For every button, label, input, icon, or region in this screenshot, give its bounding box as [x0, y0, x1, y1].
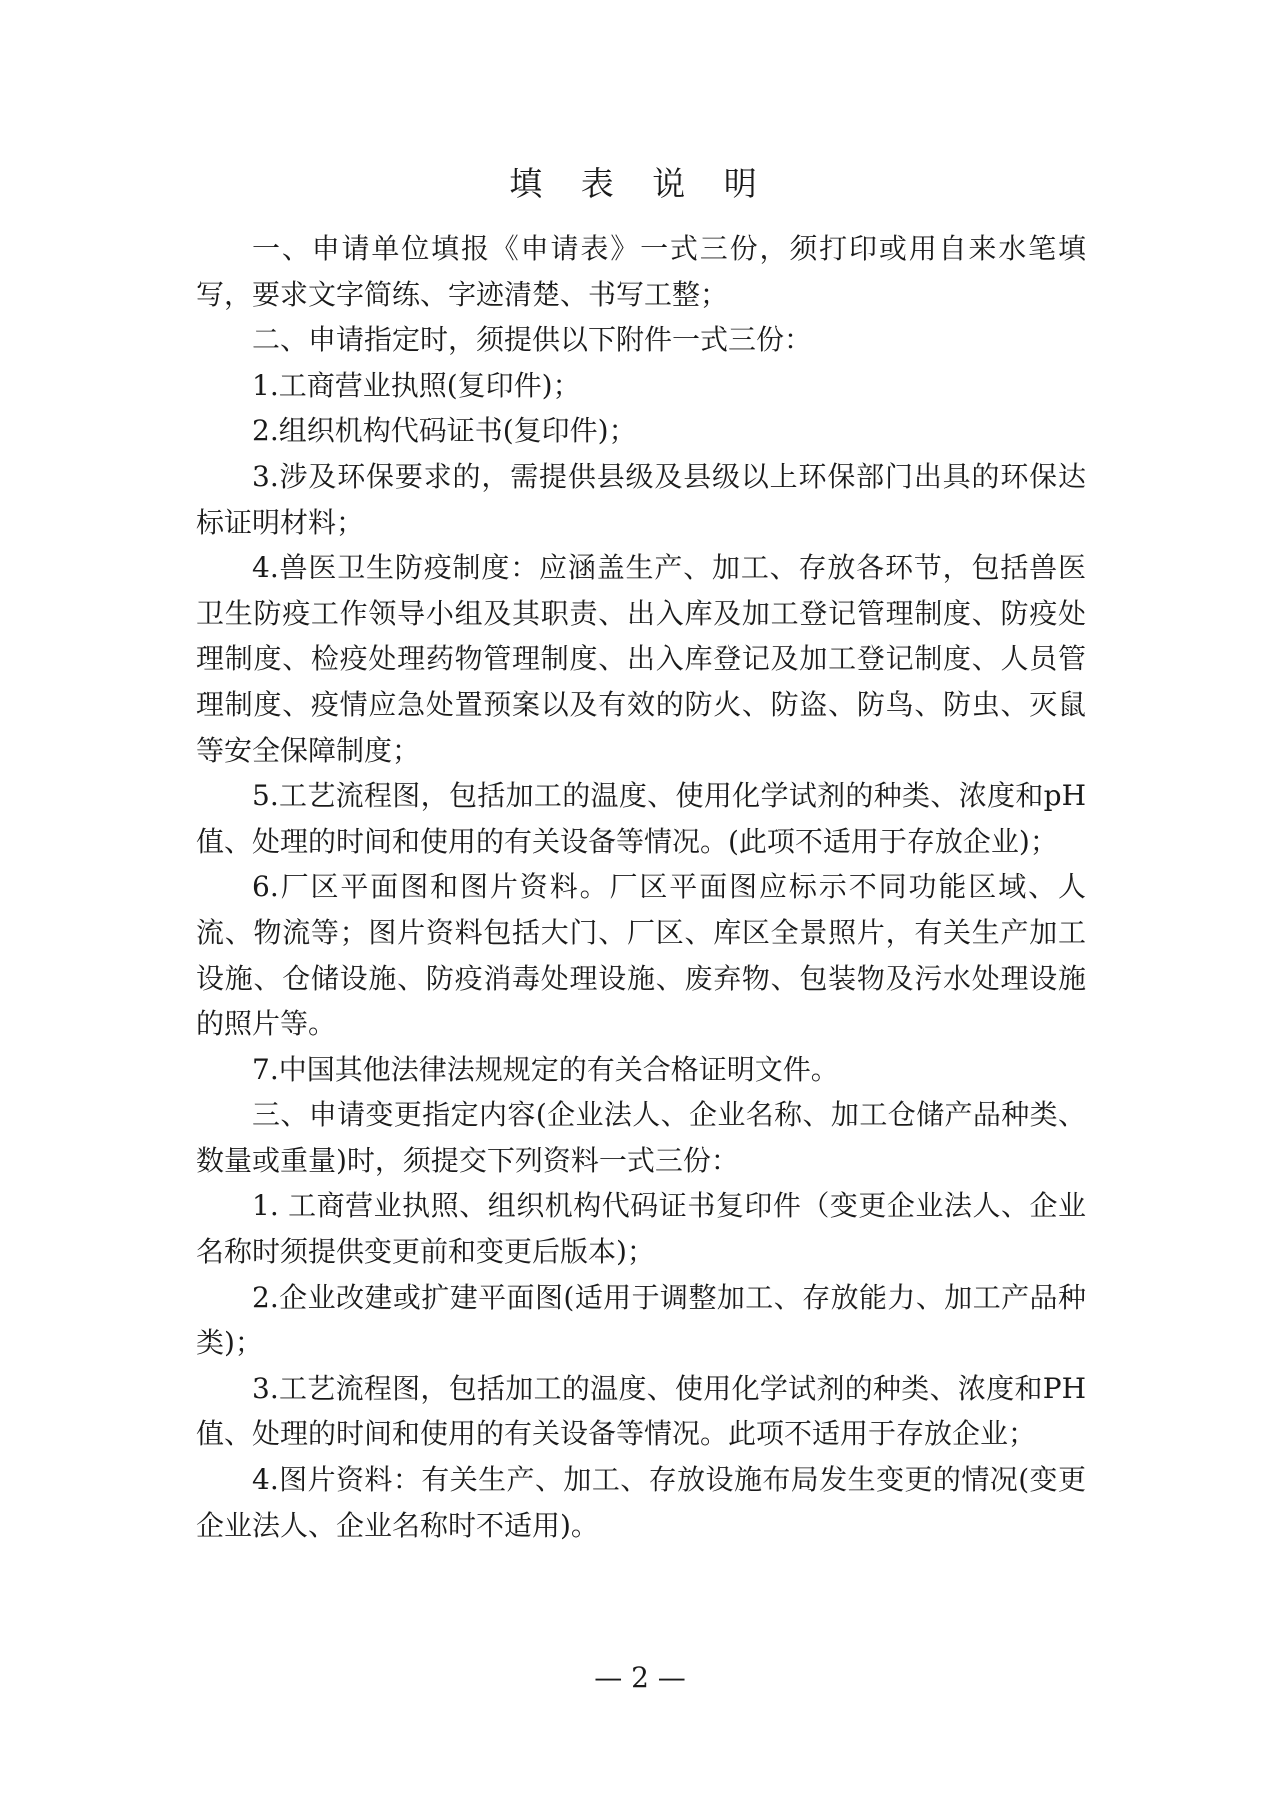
- paragraph-item-3-3: 3.工艺流程图，包括加工的温度、使用化学试剂的种类、浓度和PH值、处理的时间和使用的有关设备等情况。此项不适用于存放企业；: [196, 1371, 1086, 1451]
- paragraph-item-2-6: 6.厂区平面图和图片资料。厂区平面图应标示不同功能区域、人流、物流等；图片资料包括大门、厂区、库区全景照片，有关生产加工设施、仓储设施、防疫消毒处理设施、废弃物、包装物及污水处理设施的照片等。: [196, 870, 1086, 1041]
- document-body: [196, 226, 1086, 1548]
- paragraph-item-3-1: 1. 工商营业执照、组织机构代码证书复印件（变更企业法人、企业名称时须提供变更前和变更后版本)；: [196, 1189, 1086, 1269]
- paragraph-item-2-5: 5.工艺流程图，包括加工的温度、使用化学试剂的种类、浓度和pH值、处理的时间和使用的有关设备等情况。(此项不适用于存放企业)；: [196, 779, 1086, 858]
- paragraph-item-2-4: 4.兽医卫生防疫制度：应涵盖生产、加工、存放各环节，包括兽医卫生防疫工作领导小组及其职责、出入库及加工登记管理制度、防疫处理制度、检疫处理药物管理制度、出入库登记及加工登记制度、人员管理制度、疫情应急处置预案以及有效的防火、防盗、防鸟、防虫、灭鼠等安全保障制度；: [196, 551, 1086, 767]
- paragraph-item-2-2: 2.组织机构代码证书(复印件)；: [252, 414, 637, 448]
- paragraph-section-2: 二、申请指定时，须提供以下附件一式三份：: [252, 323, 813, 357]
- paragraph-section-3: 三、申请变更指定内容(企业法人、企业名称、加工仓储产品种类、数量或重量)时，须提交下列资料一式三份：: [196, 1098, 1086, 1177]
- paragraph-item-2-1: 1.工商营业执照(复印件)；: [252, 368, 581, 402]
- page-number: — 2 —: [594, 1661, 686, 1694]
- paragraph-section-1: 一、申请单位填报《申请表》一式三份，须打印或用自来水笔填写，要求文字简练、字迹清楚、书写工整；: [196, 232, 1086, 311]
- paragraph-item-3-4: 4.图片资料：有关生产、加工、存放设施布局发生变更的情况(变更企业法人、企业名称时不适用)。: [196, 1463, 1086, 1542]
- paragraph-item-2-7: 7.中国其他法律法规规定的有关合格证明文件。: [252, 1052, 839, 1086]
- paragraph-item-3-2: 2.企业改建或扩建平面图(适用于调整加工、存放能力、加工产品种类)；: [196, 1280, 1086, 1360]
- document-title: 填 表 说 明: [509, 164, 771, 203]
- paragraph-item-2-3: 3.涉及环保要求的，需提供县级及县级以上环保部门出具的环保达标证明材料；: [196, 459, 1086, 539]
